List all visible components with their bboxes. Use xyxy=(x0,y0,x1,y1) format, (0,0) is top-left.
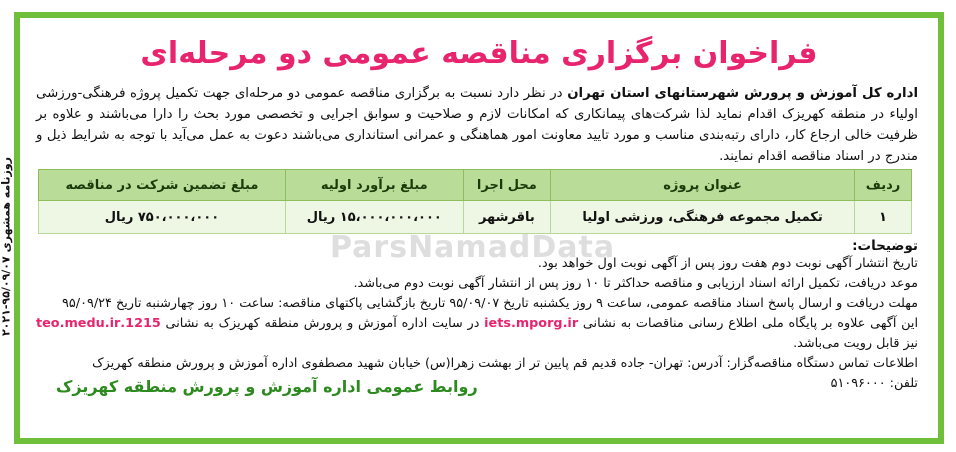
note-links-text: در سایت اداره آموزش و پرورش منطقه کهریزک به نشانی xyxy=(160,316,485,331)
ad-content xyxy=(26,22,932,434)
watermark: ParsNamadData xyxy=(330,230,616,265)
side-publication-text: روزنامه همشهری ۹۵/۰۹/۰۷-۲۰۲۱ xyxy=(0,156,13,337)
organization-name: اداره کل آموزش و پرورش شهرستانهای استان تهران xyxy=(567,86,919,101)
public-relations-signature: روابط عمومی اداره آموزش و پرورش منطقه کهریزک xyxy=(56,377,478,396)
intro-text: در نظر دارد نسبت به برگزاری مناقصه عمومی دو مرحله‌ای جهت تکمیل پروژه فرهنگی-ورزشی اولیاء در منطقه کهریزک اقدام نماید لذا شرکت‌های پیمانکاری که امکانات لازم و صلاحیت و سوابق اجرایی و تخصصی مورد بحث را دارا می‌باشند و علاوه بر ظرفیت خالی ارجاع کار، دارای رتبه‌بندی مناسب و مورد تایید معاونت امور هماهنگی و عمرانی استانداری می‌باشند دعوت به عمل می‌آید با توجه به شرایط ذیل و مندرج در اسناد مناقصه اقدام نمایند. xyxy=(36,86,918,164)
ad-frame xyxy=(14,12,944,444)
col-estimate: مبلغ برآورد اولیه xyxy=(285,170,463,201)
cell-location: باقرشهر xyxy=(463,201,550,234)
cell-row-number: ۱ xyxy=(855,201,912,234)
table-header-row xyxy=(39,170,912,201)
cell-project-title: تکمیل مجموعه فرهنگی، ورزشی اولیا xyxy=(551,201,855,234)
col-guarantee: مبلغ تضمین شرکت در مناقصه xyxy=(39,170,286,201)
intro-paragraph xyxy=(36,83,918,167)
col-row-number: ردیف xyxy=(855,170,912,201)
note-line: تاریخ انتشار آگهی نوبت دوم هفت روز پس از آگهی نوبت اول خواهد بود. xyxy=(537,256,918,271)
note-line: مهلت دریافت و ارسال پاسخ اسناد مناقصه عمومی، ساعت ۹ روز یکشنبه تاریخ ۹۵/۰۹/۰۷ تاریخ بازگشایی پاکتهای مناقصه: ساعت ۱۰ روز چهارشنبه تاریخ ۹۵/۰۹/۲۴ xyxy=(62,296,918,311)
col-project-title: عنوان پروژه xyxy=(551,170,855,201)
side-publication-note xyxy=(0,120,14,380)
phone-number: تلفن: ۵۱۰۹۶۰۰۰ xyxy=(830,376,918,391)
note-links xyxy=(36,314,918,354)
iets-link[interactable]: iets.mporg.ir xyxy=(484,316,579,331)
ad-title: فراخوان برگزاری مناقصه عمومی دو مرحله‌ای xyxy=(140,36,818,71)
table-row xyxy=(39,201,912,234)
note-links-text: این آگهی علاوه بر پایگاه ملی اطلاع رسانی مناقصات به نشانی xyxy=(578,316,919,331)
cell-guarantee: ۷۵۰،۰۰۰،۰۰۰ ریال xyxy=(39,201,286,234)
notes-heading: توضیحات: xyxy=(852,238,918,254)
contact-info: اطلاعات تماس دستگاه مناقصه‌گزار: آدرس: تهران- جاده قدیم قم پایین تر از بهشت زهرا(س) خیابان شهید مصطفوی اداره آموزش و پرورش منطقه کهریزک xyxy=(92,356,918,371)
tender-table xyxy=(38,169,912,234)
cell-estimate: ۱۵،۰۰۰،۰۰۰،۰۰۰ ریال xyxy=(285,201,463,234)
teo-link[interactable]: 1215.teo.medu.ir xyxy=(36,316,161,331)
col-location: محل اجرا xyxy=(463,170,550,201)
note-line: موعد دریافت، تکمیل ارائه اسناد ارزیابی و مناقصه حداکثر تا ۱۰ روز پس از انتشار آگهی نوبت دوم می‌باشد. xyxy=(353,276,918,291)
note-links-text: نیز قابل رویت می‌باشد. xyxy=(793,336,918,351)
